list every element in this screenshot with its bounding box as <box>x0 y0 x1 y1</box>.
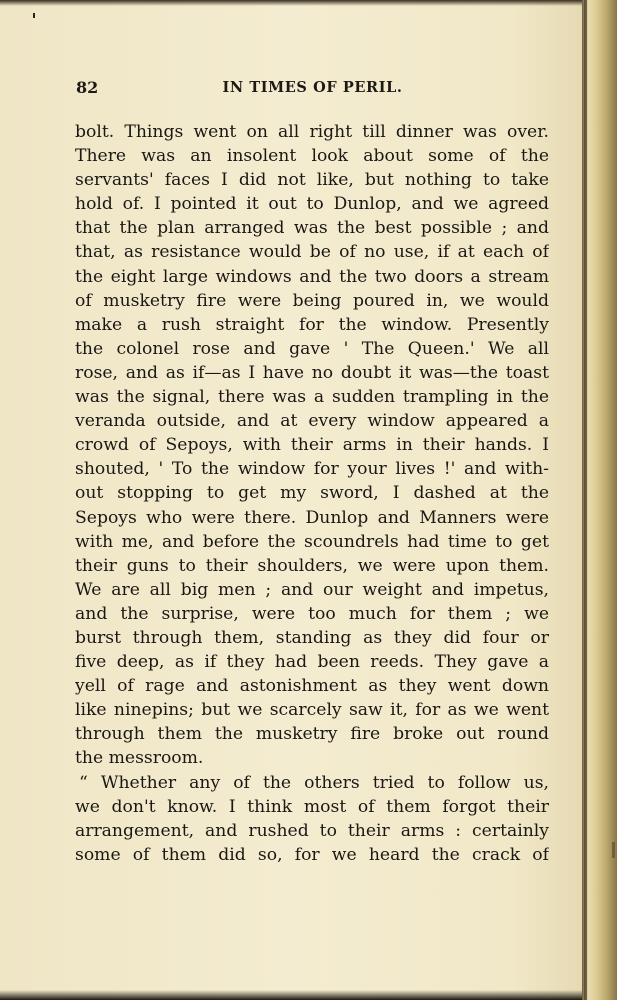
text-line: the eight large windows and the two doors a stream <box>75 266 549 287</box>
body-text <box>75 120 549 867</box>
text-line: the colonel rose and gave ' The Queen.' We all <box>75 338 549 359</box>
text-line: of musketry fire were being poured in, we would <box>75 290 549 311</box>
text-line: “ Whether any of the others tried to follow us, <box>79 772 549 793</box>
text-line: five deep, as if they had been reeds. They gave a <box>75 652 549 673</box>
text-line: through them the musketry fire broke out round <box>75 724 549 745</box>
text-line: that the plan arranged was the best possible ; and <box>75 218 549 239</box>
text-line: There was an insolent look about some of the <box>75 146 549 167</box>
text-line: that, as resistance would be of no use, if at each of <box>75 242 549 263</box>
page-number: 82 <box>76 78 99 97</box>
text-line: burst through them, standing as they did four or <box>75 627 549 648</box>
scan-mark <box>33 13 35 18</box>
text-line: shouted, ' To the window for your lives !' and with- <box>75 459 549 480</box>
text-line: rose, and as if—as I have no doubt it was—the toast <box>75 362 549 383</box>
text-line: their guns to their shoulders, we were upon them. <box>75 555 549 576</box>
text-line: we don't know. I think most of them forgot their <box>75 796 549 817</box>
text-line: servants' faces I did not like, but nothing to take <box>75 170 549 191</box>
text-line: like ninepins; but we scarcely saw it, for as we went <box>75 700 549 721</box>
page-header <box>75 74 550 104</box>
text-line: veranda outside, and at every window appeared a <box>75 411 549 432</box>
text-line: some of them did so, for we heard the crack of <box>75 844 549 865</box>
text-line: arrangement, and rushed to their arms : certainly <box>75 820 549 841</box>
text-line: the messroom. <box>75 748 204 769</box>
text-line: crowd of Sepoys, with their arms in their hands. I <box>75 435 549 456</box>
text-line: out stopping to get my sword, I dashed at the <box>75 483 549 504</box>
text-line: was the signal, there was a sudden trampling in the <box>75 387 549 408</box>
running-title: IN TIMES OF PERIL. <box>222 79 403 96</box>
text-line: with me, and before the scoundrels had time to get <box>75 531 549 552</box>
text-line: We are all big men ; and our weight and impetus, <box>75 579 549 600</box>
scan-mark <box>612 842 615 858</box>
text-line: bolt. Things went on all right till dinner was over. <box>75 122 549 142</box>
text-line: Sepoys who were there. Dunlop and Manners were <box>75 507 549 528</box>
text-line: make a rush straight for the window. Presently <box>75 314 549 335</box>
text-line: hold of. I pointed it out to Dunlop, and we agreed <box>75 194 549 215</box>
book-spine-edge <box>582 0 617 1000</box>
text-line: and the surprise, were too much for them ; we <box>75 603 549 624</box>
text-line: yell of rage and astonishment as they went down <box>75 676 549 697</box>
